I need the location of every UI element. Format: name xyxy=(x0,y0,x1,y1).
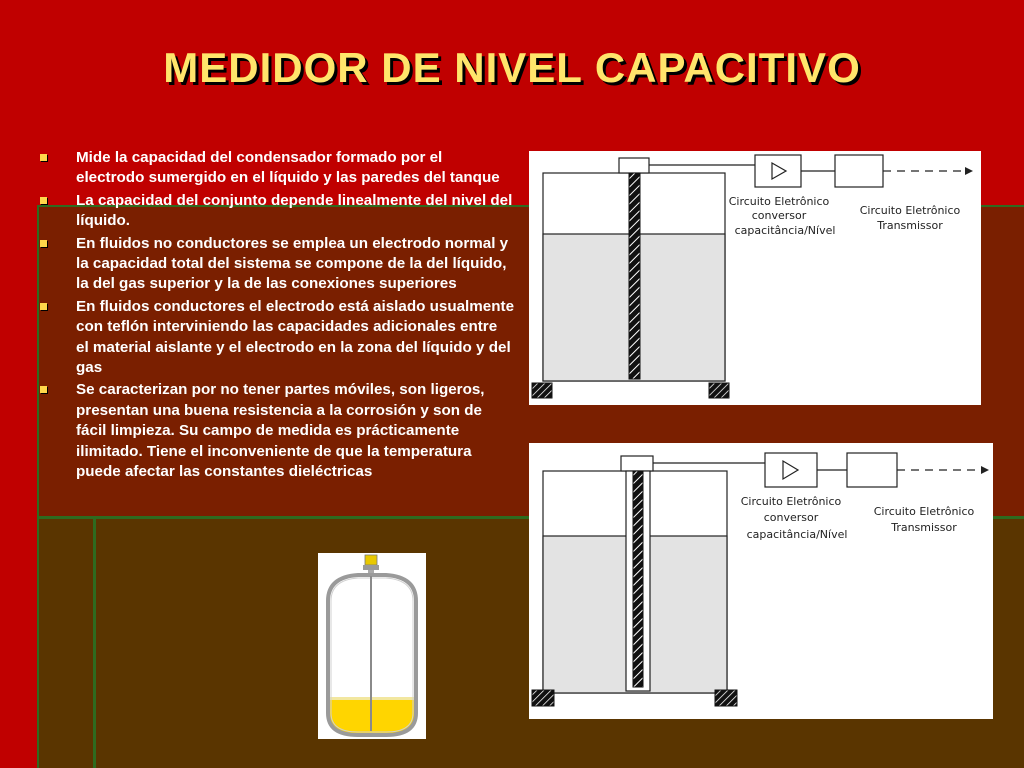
bullet-text: La capacidad del conjunto depende linealmente del nivel del líquido. xyxy=(76,191,513,230)
slide-title: MEDIDOR DE NIVEL CAPACITIVO xyxy=(163,44,861,91)
converter-label: conversor xyxy=(751,209,807,222)
diagram-nonconductive xyxy=(529,151,981,405)
background-left-strip xyxy=(0,518,37,768)
tank-illustration xyxy=(318,553,426,739)
tank-support xyxy=(715,690,737,706)
tank-support xyxy=(532,690,554,706)
bullet-square-icon xyxy=(40,197,47,204)
sensor-head-icon xyxy=(365,555,377,565)
transmitter-label: Circuito Eletrônico xyxy=(873,505,975,518)
tank-support xyxy=(532,383,552,398)
converter-circuit-box xyxy=(765,453,817,487)
electrode-head xyxy=(621,456,653,471)
bullet-square-icon xyxy=(40,154,47,161)
transmitter-label: Circuito Eletrônico xyxy=(859,204,961,217)
converter-label: Circuito Eletrônico xyxy=(728,195,830,208)
converter-label: Circuito Eletrônico xyxy=(740,495,842,508)
electrode-rod xyxy=(629,173,640,379)
bullet-item xyxy=(38,191,514,232)
electrode-head xyxy=(619,158,649,173)
bullet-list xyxy=(38,148,514,485)
bullet-square-icon xyxy=(40,240,47,247)
bullet-item xyxy=(38,380,514,482)
bullet-text: En fluidos no conductores se emplea un electrodo normal y la capacidad total del sistema se compone de la del líquido, la del gas superior y la de las conexiones superiores xyxy=(76,234,509,293)
background-divider-line xyxy=(93,518,96,768)
bullet-text: Mide la capacidad del condensador formado por el electrodo sumergido en el líquido y las paredes del tanque xyxy=(76,149,500,187)
transmitter-label: Transmissor xyxy=(877,219,943,232)
transmitter-label: Transmissor xyxy=(891,521,957,534)
bullet-item xyxy=(38,148,514,189)
transmitter-circuit-box xyxy=(835,155,883,187)
electrode-rod xyxy=(633,471,643,687)
bullet-item xyxy=(38,297,514,379)
converter-circuit-box xyxy=(755,155,801,187)
tank-support xyxy=(709,383,729,398)
bullet-square-icon xyxy=(40,303,47,310)
bullet-text: Se caracterizan por no tener partes móviles, son ligeros, presentan una buena resistencia a la corrosión y son de fácil limpieza. Su campo de medida es prácticamente ilimitado. Tiene el inconveniente de que la temperatura puede afectar las constantes dieléctricas xyxy=(76,381,485,481)
signal-arrow-icon xyxy=(981,466,989,474)
transmitter-circuit-box xyxy=(847,453,897,487)
bullet-item xyxy=(38,234,514,295)
bullet-square-icon xyxy=(40,386,47,393)
converter-label: capacitância/Nível xyxy=(746,528,848,541)
diagram-conductive xyxy=(529,443,993,719)
converter-label: conversor xyxy=(763,511,819,524)
signal-arrow-icon xyxy=(965,167,973,175)
bullet-text: En fluidos conductores el electrodo está aislado usualmente con teflón interviniendo las capacidades adicionales entre el material aislante y el electrodo en la zona del líquido y del gas xyxy=(76,297,515,377)
converter-label: capacitância/Nível xyxy=(734,224,836,237)
